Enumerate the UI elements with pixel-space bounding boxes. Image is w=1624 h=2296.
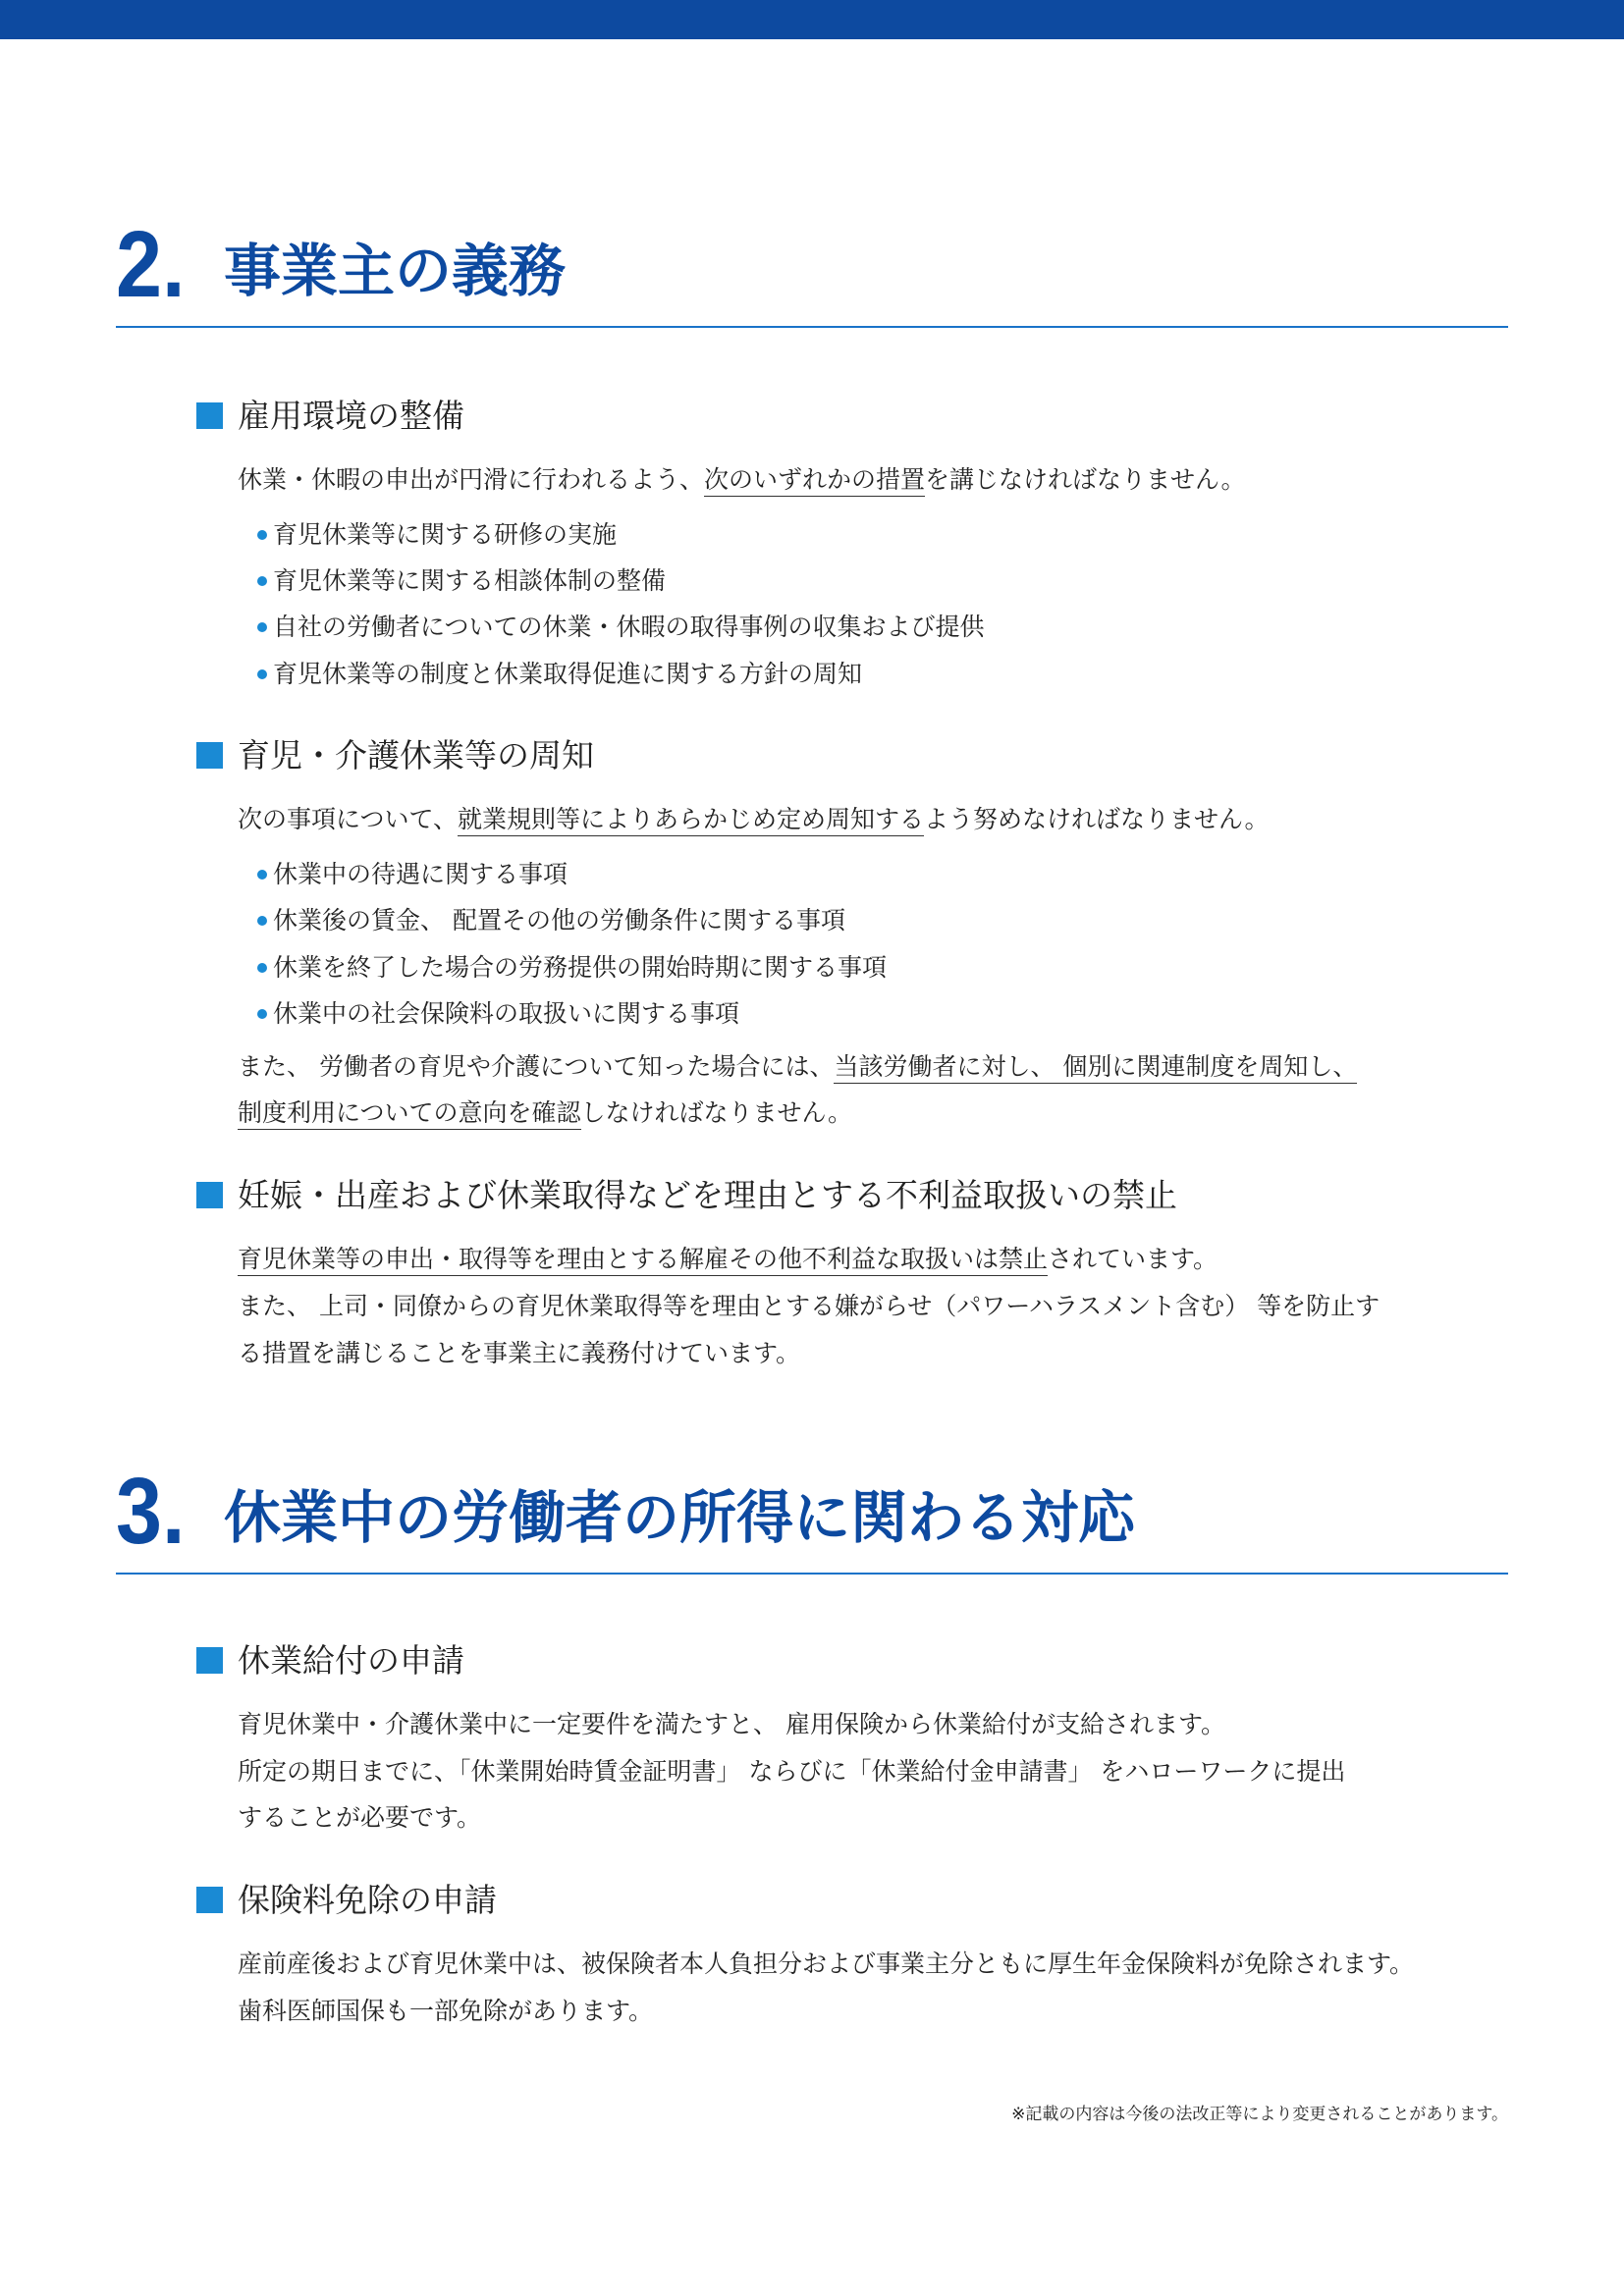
paragraph bbox=[238, 803, 1270, 836]
subheading-title: 休業給付の申請 bbox=[238, 1641, 464, 1680]
list-item bbox=[273, 658, 862, 691]
paragraph bbox=[238, 1050, 1357, 1084]
list-item-text: 休業中の待遇に関する事項 bbox=[273, 860, 568, 888]
square-bullet-icon bbox=[196, 1647, 223, 1674]
section-2-number: 2. bbox=[116, 212, 186, 317]
list-item bbox=[273, 951, 887, 985]
paragraph: 産前産後および育児休業中は、被保険者本人負担分および事業主分ともに厚生年金保険料が免除されます。 bbox=[238, 1949, 1415, 1978]
bullet-dot-icon bbox=[257, 530, 267, 540]
text: 休業・休暇の申出が円滑に行われるよう、 bbox=[238, 465, 705, 494]
underlined-text: 当該労働者に対し、 個別に関連制度を周知し、 bbox=[834, 1052, 1357, 1084]
subheading-title: 雇用環境の整備 bbox=[238, 397, 464, 435]
paragraph bbox=[238, 463, 1246, 497]
paragraph bbox=[238, 1243, 1218, 1276]
subheading-title: 育児・介護休業等の周知 bbox=[238, 736, 594, 774]
underlined-text: 就業規則等によりあらかじめ定め周知する bbox=[458, 805, 924, 836]
section-2-header bbox=[116, 212, 1508, 328]
text: を講じなければなりません。 bbox=[925, 465, 1246, 494]
list-item-text: 育児休業等に関する相談体制の整備 bbox=[273, 566, 667, 595]
paragraph: 育児休業中・介護休業中に一定要件を満たすと、 雇用保険から休業給付が支給されます。 bbox=[238, 1710, 1225, 1738]
list-item-text: 休業中の社会保険料の取扱いに関する事項 bbox=[273, 999, 740, 1028]
list-item bbox=[273, 611, 985, 644]
paragraph: 歯科医師国保も一部免除があります。 bbox=[238, 1997, 654, 2025]
square-bullet-icon bbox=[196, 742, 223, 769]
underlined-text: 次のいずれかの措置 bbox=[704, 465, 925, 497]
text: よう努めなければなりません。 bbox=[924, 805, 1270, 833]
top-banner-bar bbox=[0, 0, 1624, 39]
paragraph bbox=[238, 1096, 852, 1130]
bullet-dot-icon bbox=[257, 576, 267, 586]
bullet-dot-icon bbox=[257, 669, 267, 679]
text: 次の事項について、 bbox=[238, 805, 459, 833]
list-item-text: 育児休業等の制度と休業取得促進に関する方針の周知 bbox=[273, 660, 863, 688]
list-item bbox=[273, 904, 845, 937]
section-2-title: 事業主の義務 bbox=[224, 238, 567, 304]
bullet-dot-icon bbox=[257, 622, 267, 632]
subheading-title: 保険料免除の申請 bbox=[238, 1881, 497, 1919]
list-item-text: 自社の労働者についての休業・休暇の取得事例の収集および提供 bbox=[273, 613, 985, 641]
bullet-dot-icon bbox=[257, 870, 267, 880]
paragraph: 所定の期日までに、「休業開始時賃金証明書」 ならびに「休業給付金申請書」 をハローワークに提出 bbox=[238, 1757, 1346, 1786]
square-bullet-icon bbox=[196, 1887, 223, 1913]
underlined-text: 育児休業等の申出・取得等を理由とする解雇その他不利益な取扱いは禁止 bbox=[238, 1245, 1048, 1276]
subheading-title: 妊娠・出産および休業取得などを理由とする不利益取扱いの禁止 bbox=[238, 1176, 1177, 1214]
list-item bbox=[273, 564, 666, 598]
bullet-dot-icon bbox=[257, 916, 267, 926]
list-item bbox=[273, 518, 617, 552]
underlined-text: 制度利用についての意向を確認 bbox=[238, 1098, 581, 1130]
square-bullet-icon bbox=[196, 1182, 223, 1208]
bullet-dot-icon bbox=[257, 1009, 267, 1019]
paragraph: る措置を講じることを事業主に義務付けています。 bbox=[238, 1339, 801, 1367]
list-item-text: 休業後の賃金、 配置その他の労働条件に関する事項 bbox=[273, 906, 845, 934]
section-3-header bbox=[116, 1459, 1508, 1575]
section-3-title: 休業中の労働者の所得に関わる対応 bbox=[224, 1484, 1136, 1551]
list-item-text: 休業を終了した場合の労務提供の開始時期に関する事項 bbox=[273, 953, 888, 982]
section-3-number: 3. bbox=[116, 1459, 186, 1564]
square-bullet-icon bbox=[196, 402, 223, 429]
paragraph: することが必要です。 bbox=[238, 1803, 482, 1832]
list-item bbox=[273, 858, 568, 891]
text: されています。 bbox=[1048, 1245, 1218, 1273]
bullet-dot-icon bbox=[257, 963, 267, 973]
list-item bbox=[273, 997, 739, 1031]
footnote: ※記載の内容は今後の法改正等により変更されることがあります。 bbox=[1011, 2105, 1508, 2124]
text: また、 労働者の育児や介護について知った場合には、 bbox=[238, 1052, 835, 1081]
list-item-text: 育児休業等に関する研修の実施 bbox=[273, 520, 618, 549]
paragraph: また、 上司・同僚からの育児休業取得等を理由とする嫌がらせ（パワーハラスメント含む） 等を防止す bbox=[238, 1292, 1380, 1320]
text: しなければなりません。 bbox=[580, 1098, 853, 1127]
